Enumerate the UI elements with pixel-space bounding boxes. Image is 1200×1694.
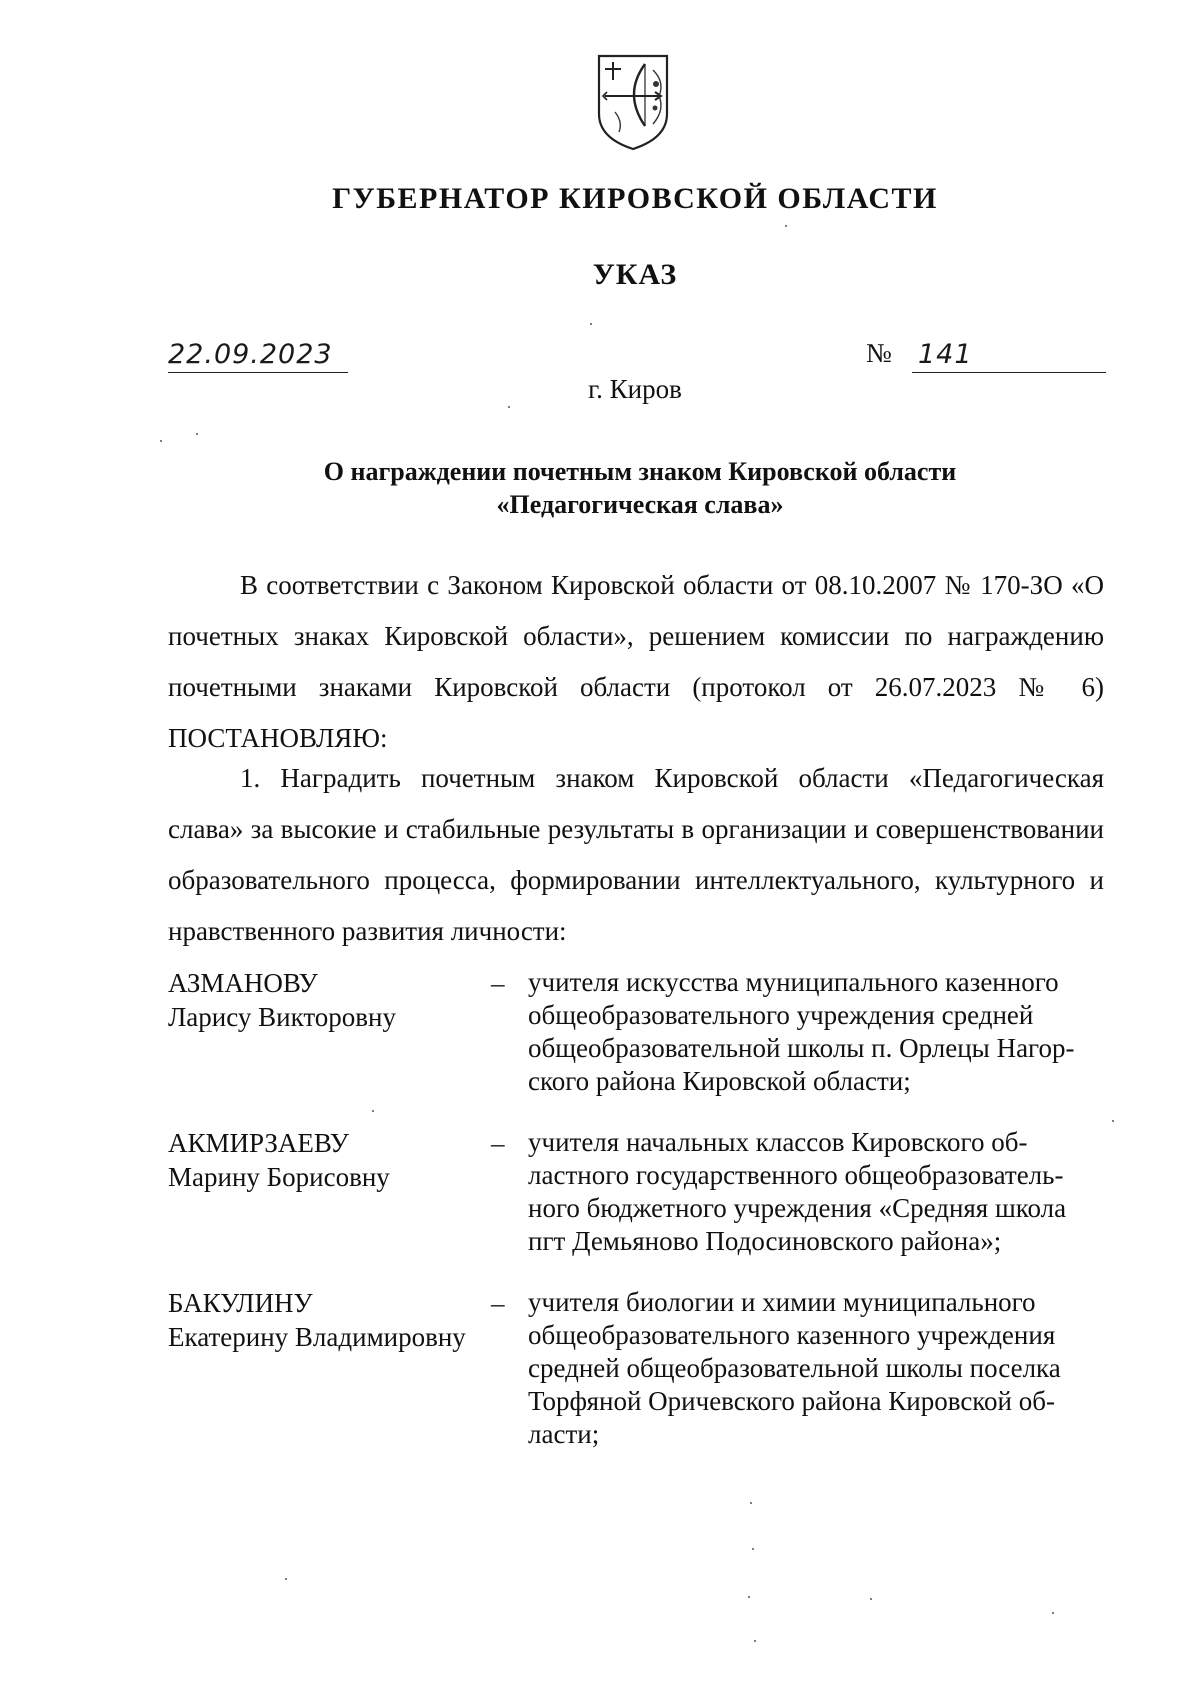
recipient-name xyxy=(168,966,498,1034)
preamble-paragraph xyxy=(168,560,1104,764)
dash-separator: – xyxy=(491,968,505,998)
scan-speck xyxy=(748,1596,750,1598)
number-sign: № xyxy=(866,338,892,368)
position-line: учителя биологии и химии муниципального xyxy=(528,1287,1036,1317)
scan-speck xyxy=(372,1110,374,1112)
scan-speck xyxy=(196,433,198,435)
scan-speck xyxy=(785,225,787,227)
recipient-position xyxy=(528,966,1104,1098)
decree-number-handwritten: 141 xyxy=(912,340,1106,373)
scan-speck xyxy=(285,1578,287,1580)
recipient-entry xyxy=(168,1126,1104,1286)
position-line: ласти; xyxy=(528,1419,600,1449)
recipient-position xyxy=(528,1286,1104,1451)
decree-date-handwritten: 22.09.2023 xyxy=(168,340,348,373)
recipient-entry xyxy=(168,1286,1104,1481)
scan-speck xyxy=(1112,1120,1114,1122)
decree-subject xyxy=(0,455,1200,521)
scan-speck xyxy=(752,1548,754,1550)
scan-speck xyxy=(590,323,592,325)
recipient-position xyxy=(528,1126,1104,1258)
recipient-given-names: Ларису Викторовну xyxy=(168,1002,396,1032)
position-line: учителя начальных классов Кировского об- xyxy=(528,1127,1028,1157)
dash-separator: – xyxy=(491,1288,505,1318)
scan-speck xyxy=(160,440,162,442)
recipient-surname: АКМИРЗАЕВУ xyxy=(168,1128,349,1158)
position-line: Торфяной Оричевского района Кировской об- xyxy=(528,1386,1055,1416)
position-line: пгт Демьяново Подосиновского района»; xyxy=(528,1226,1002,1256)
position-line: общеобразовательного казенного учреждения xyxy=(528,1320,1056,1350)
document-type: УКАЗ xyxy=(592,258,678,291)
point-1-text: 1. Наградить почетным знаком Кировской области «Педагогическая слава» за высокие и стабильные результаты в организации и совершенствовании образовательного процесса, формировании интеллектуального, культурного и нравственного развития личности: xyxy=(168,763,1104,946)
position-line: ного бюджетного учреждения «Средняя школа xyxy=(528,1193,1067,1223)
scan-speck xyxy=(1052,1612,1054,1614)
position-line: ластного государственного общеобразователь- xyxy=(528,1160,1064,1190)
position-line: учителя искусства муниципального казенного xyxy=(528,967,1059,997)
scan-speck xyxy=(754,1640,756,1642)
preamble-text: В соответствии с Законом Кировской области от 08.10.2007 № 170-ЗО «О почетных знаках Кировской области», решением комиссии по награждению почетными знаками Кировской области (протокол от 26.07.2023 № 6) ПОСТАНОВЛЯЮ: xyxy=(168,570,1104,753)
position-line: средней общеобразовательной школы поселка xyxy=(528,1353,1061,1383)
subject-line-2: «Педагогическая слава» xyxy=(496,490,784,519)
position-line: ского района Кировской области; xyxy=(528,1066,911,1096)
recipient-name xyxy=(168,1286,498,1354)
recipient-surname: БАКУЛИНУ xyxy=(168,1288,313,1318)
recipient-entry xyxy=(168,966,1104,1126)
position-line: общеобразовательного учреждения средней xyxy=(528,1000,1034,1030)
point-1-paragraph xyxy=(168,753,1104,957)
issue-city: г. Киров xyxy=(588,374,682,404)
recipient-surname: АЗМАНОВУ xyxy=(168,968,318,998)
recipient-list xyxy=(168,966,1104,1481)
scan-speck xyxy=(870,1598,872,1600)
recipient-given-names: Екатерину Владимировну xyxy=(168,1322,466,1352)
recipient-name xyxy=(168,1126,498,1194)
recipient-given-names: Марину Борисовну xyxy=(168,1162,390,1192)
coat-of-arms-icon xyxy=(593,52,673,152)
position-line: общеобразовательной школы п. Орлецы Нагор- xyxy=(528,1033,1075,1063)
subject-line-1: О награждении почетным знаком Кировской области xyxy=(323,457,957,486)
issuing-authority: ГУБЕРНАТОР КИРОВСКОЙ ОБЛАСТИ xyxy=(332,182,938,215)
dash-separator: – xyxy=(491,1128,505,1158)
scan-speck xyxy=(750,1502,752,1504)
scan-speck xyxy=(508,406,510,408)
